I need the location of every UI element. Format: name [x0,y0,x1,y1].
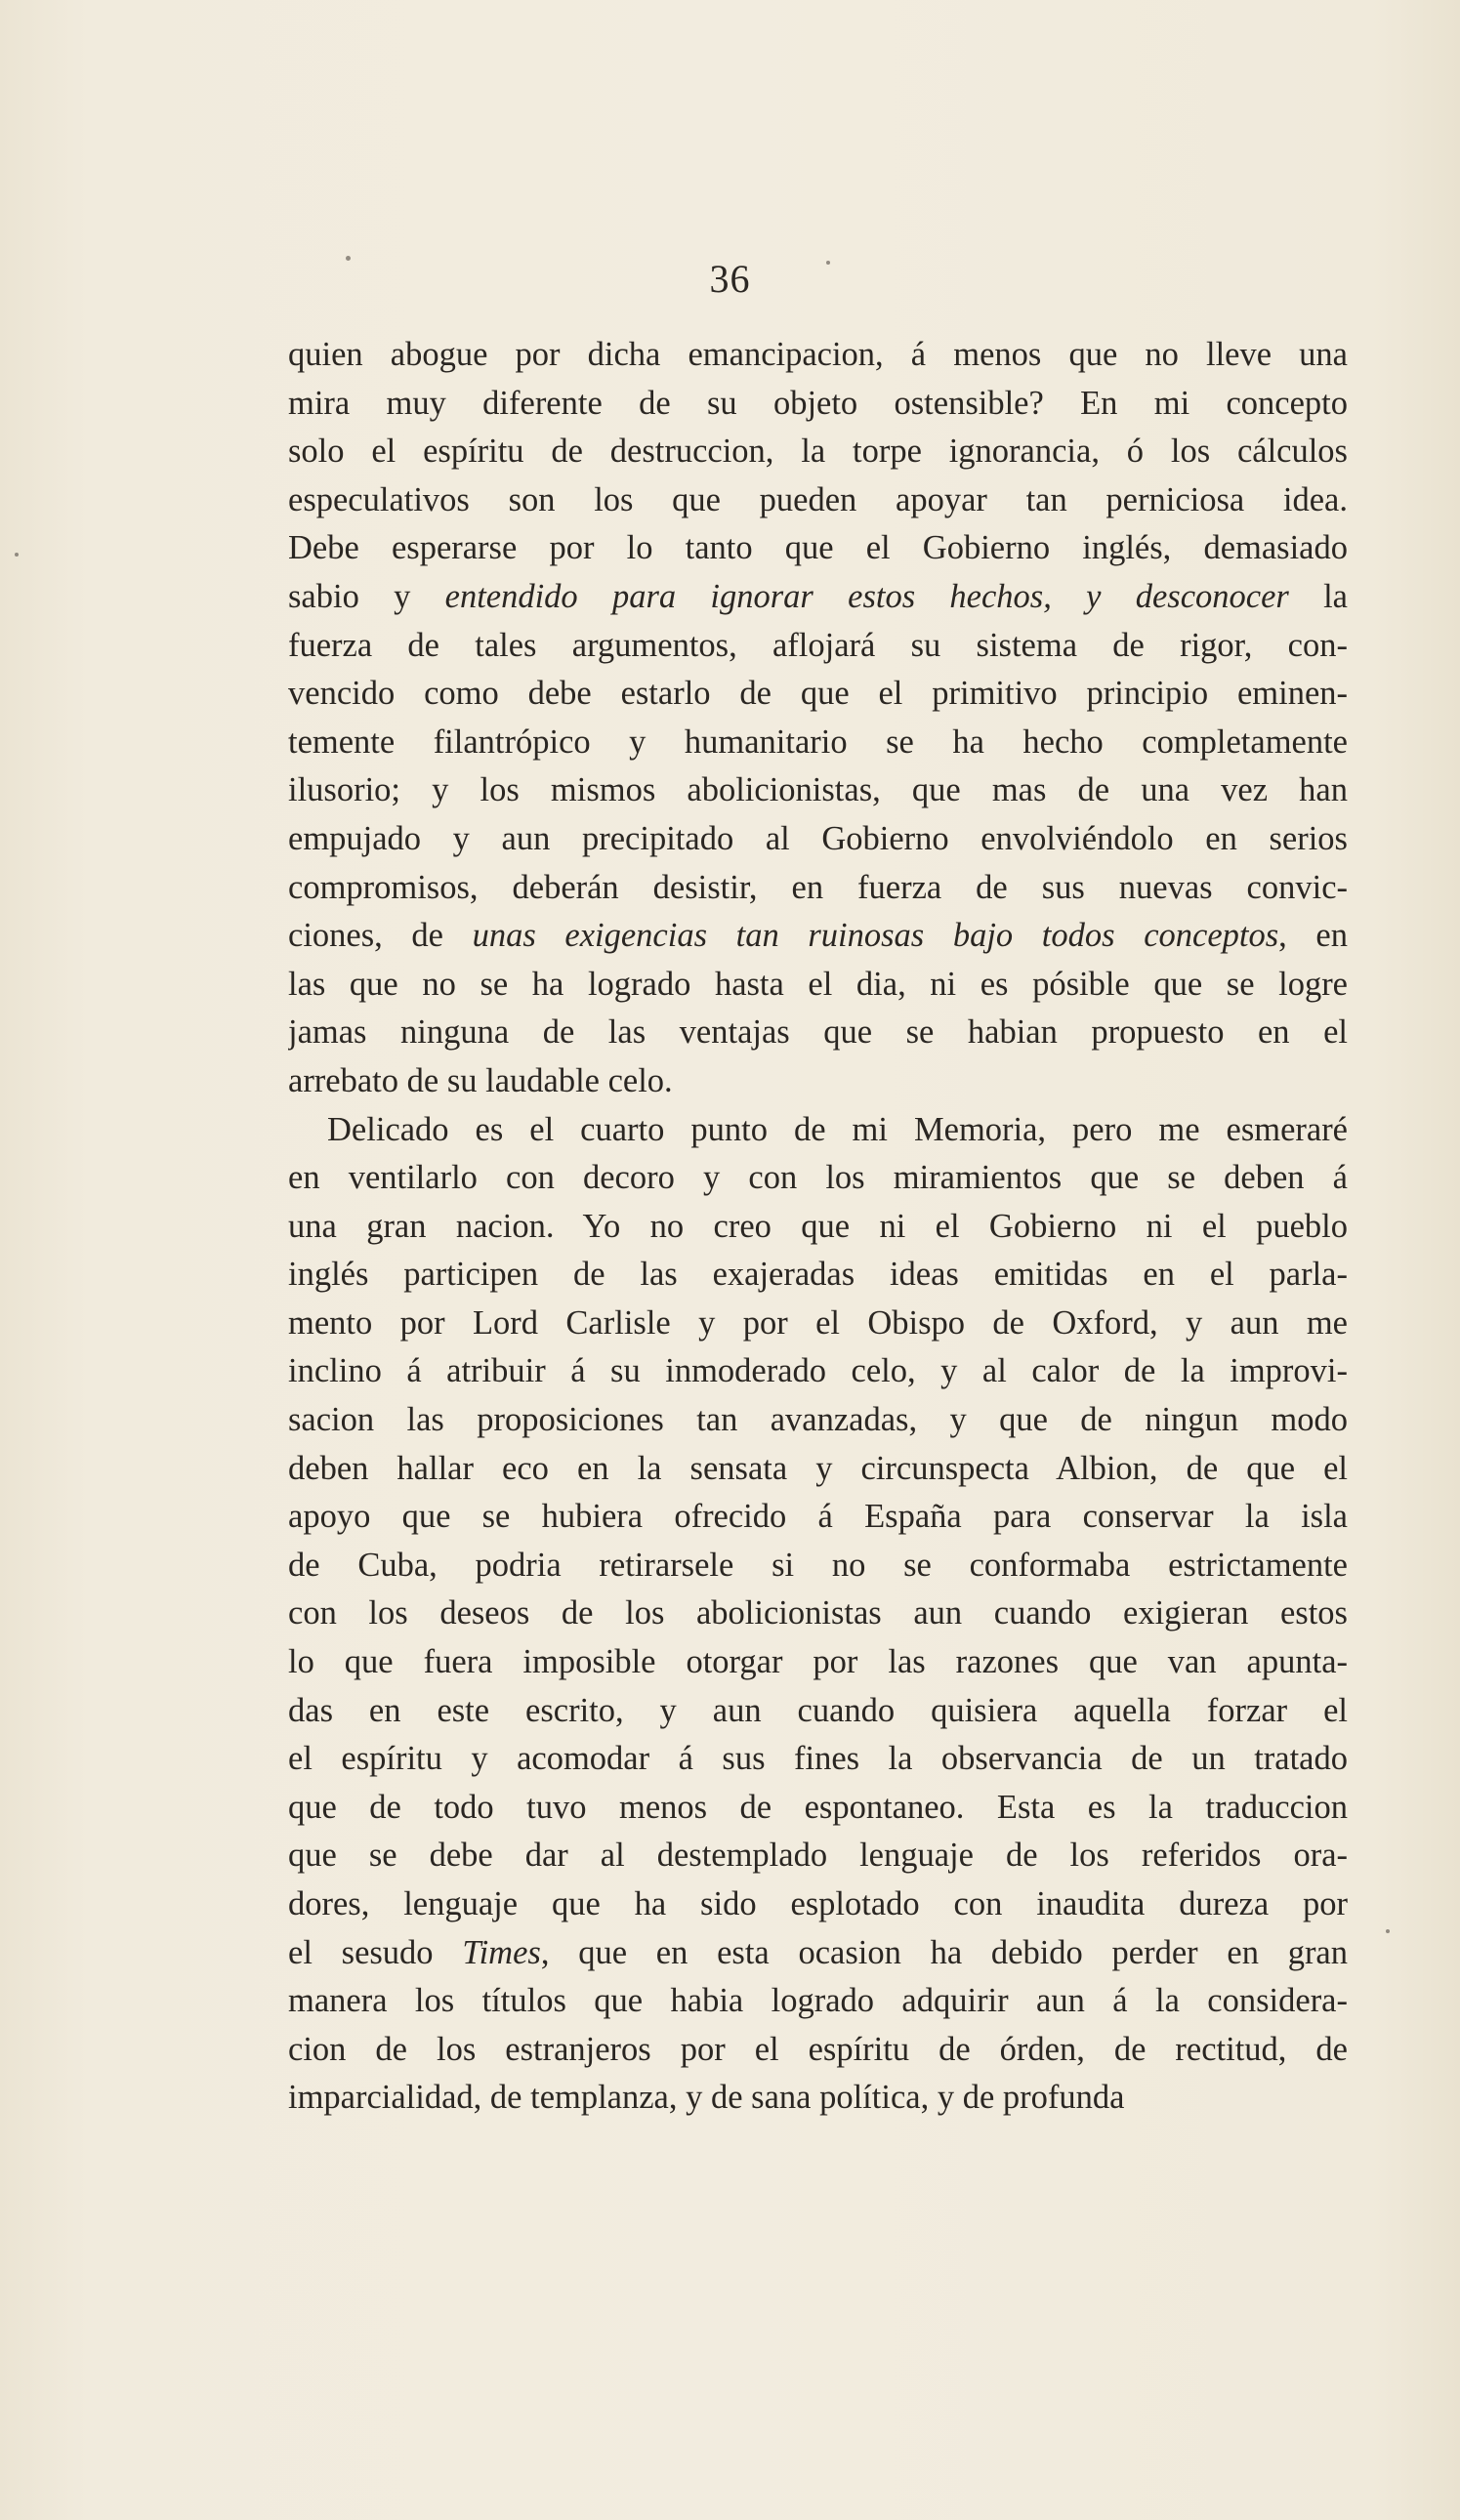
page-number: 36 [709,257,751,301]
text-line [288,2074,1348,2123]
text-line [288,1832,1348,1880]
text-segment: temente filantrópico y humanitario se ha hecho completamente [288,723,1348,761]
text-line [288,1784,1348,1833]
text-segment: ciones, de [288,917,473,955]
text-segment: lo que fuera imposible otorgar por las razones que van apunta- [288,1643,1348,1681]
text-line [288,1493,1348,1542]
text-line [288,428,1348,476]
text-segment: ilusorio; y los mismos abolicionistas, que mas de una vez han [288,771,1348,809]
text-segment: empujado y aun precipitado al Gobierno envolviéndolo en serios [288,819,1348,857]
text-segment: que de todo tuvo menos de espontaneo. Esta es la traduccion [288,1788,1348,1826]
text-segment: sabio y [288,577,445,615]
text-segment: deben hallar eco en la sensata y circunspecta Albion, de que el [288,1449,1348,1487]
text-segment: compromisos, deberán desistir, en fuerza de sus nuevas convic- [288,868,1348,906]
text-segment: Delicado es el cuarto punto de mi Memoria, pero me esmeraré [327,1110,1348,1148]
text-line [288,719,1348,767]
text-segment: apoyo que se hubiera ofrecido á España para conservar la isla [288,1498,1348,1536]
ink-speck [1386,1929,1390,1933]
text-line [288,476,1348,525]
text-line [288,961,1348,1010]
text-segment: manera los títulos que habia logrado adquirir aun á la considera- [288,1982,1348,2020]
text-line [288,1347,1348,1396]
text-line [288,1154,1348,1203]
text-line [288,912,1348,961]
text-segment: vencido como debe estarlo de que el primitivo principio eminen- [288,675,1348,713]
text-segment: inglés participen de las exajeradas ideas emitidas en el parla- [288,1256,1348,1294]
text-line [288,1300,1348,1348]
text-line [288,1396,1348,1445]
text-segment: de Cuba, podria retirarsele si no se conformaba estrictamente [288,1546,1348,1584]
text-segment: , en [1278,917,1348,955]
text-segment: solo el espíritu de destruccion, la torpe ignorancia, ó los cálculos [288,433,1348,471]
text-line [288,573,1348,622]
text-line [288,1638,1348,1687]
text-segment: la [1288,577,1348,615]
text-segment: Debe esperarse por lo tanto que el Gobierno inglés, demasiado [288,529,1348,567]
text-line [288,1735,1348,1784]
text-segment: mento por Lord Carlisle y por el Obispo de Oxford, y aun me [288,1303,1348,1342]
text-segment: una gran nacion. Yo no creo que ni el Gobierno ni el pueblo [288,1207,1348,1245]
text-segment: el sesudo [288,1933,463,1971]
text-line [288,766,1348,815]
text-line [288,1057,1348,1106]
text-line [288,1687,1348,1736]
text-line [288,1977,1348,2026]
text-line [288,1203,1348,1252]
text-segment: sacion las proposiciones tan avanzadas, y que de ningun modo [288,1401,1348,1439]
text-segment: el espíritu y acomodar á sus fines la observancia de un tratado [288,1740,1348,1778]
text-line [288,864,1348,913]
text-segment: mira muy diferente de su objeto ostensible? En mi concepto [288,384,1348,422]
text-segment: , que en esta ocasion ha debido perder en gran [540,1933,1348,1971]
text-segment: en ventilarlo con decoro y con los miramientos que se deben á [288,1159,1348,1197]
text-line [288,1251,1348,1300]
text-segment: jamas ninguna de las ventajas que se habian propuesto en el [288,1013,1348,1052]
text-line [288,670,1348,719]
body-text [288,331,1348,2123]
text-line [288,1106,1348,1155]
text-line [288,1929,1348,1978]
text-segment: con los deseos de los abolicionistas aun cuando exigieran estos [288,1594,1348,1632]
text-segment: arrebato de su laudable celo. [288,1061,673,1099]
text-line [288,1590,1348,1638]
text-line [288,2026,1348,2075]
text-line [288,815,1348,864]
text-segment: inclino á atribuir á su inmoderado celo, y al calor de la improvi- [288,1352,1348,1390]
text-line [288,622,1348,671]
text-line [288,1880,1348,1929]
text-line [288,1542,1348,1590]
text-segment: fuerza de tales argumentos, aflojará su sistema de rigor, con- [288,626,1348,664]
text-line [288,524,1348,573]
text-segment: das en este escrito, y aun cuando quisiera aquella forzar el [288,1691,1348,1729]
text-segment: especulativos son los que pueden apoyar tan perniciosa idea. [288,480,1348,518]
italic-text: entendido para ignorar estos hechos, y desconocer [444,577,1289,615]
text-segment: las que no se ha logrado hasta el dia, ni es pósible que se logre [288,965,1348,1003]
text-line [288,1445,1348,1494]
text-line [288,331,1348,380]
italic-text: unas exigencias tan ruinosas bajo todos conceptos [472,917,1279,955]
text-segment: dores, lenguaje que ha sido esplotado con inaudita dureza por [288,1885,1348,1922]
italic-text: Times [462,1933,541,1971]
text-line [288,1009,1348,1057]
ink-speck [15,553,19,557]
text-segment: quien abogue por dicha emancipacion, á menos que no lleve una [288,336,1348,373]
text-segment: cion de los estranjeros por el espíritu de órden, de rectitud, de [288,2030,1348,2068]
text-line [288,380,1348,429]
text-segment: imparcialidad, de templanza, y de sana política, y de profunda [288,2079,1125,2117]
text-segment: que se debe dar al destemplado lenguaje de los referidos ora- [288,1837,1348,1875]
